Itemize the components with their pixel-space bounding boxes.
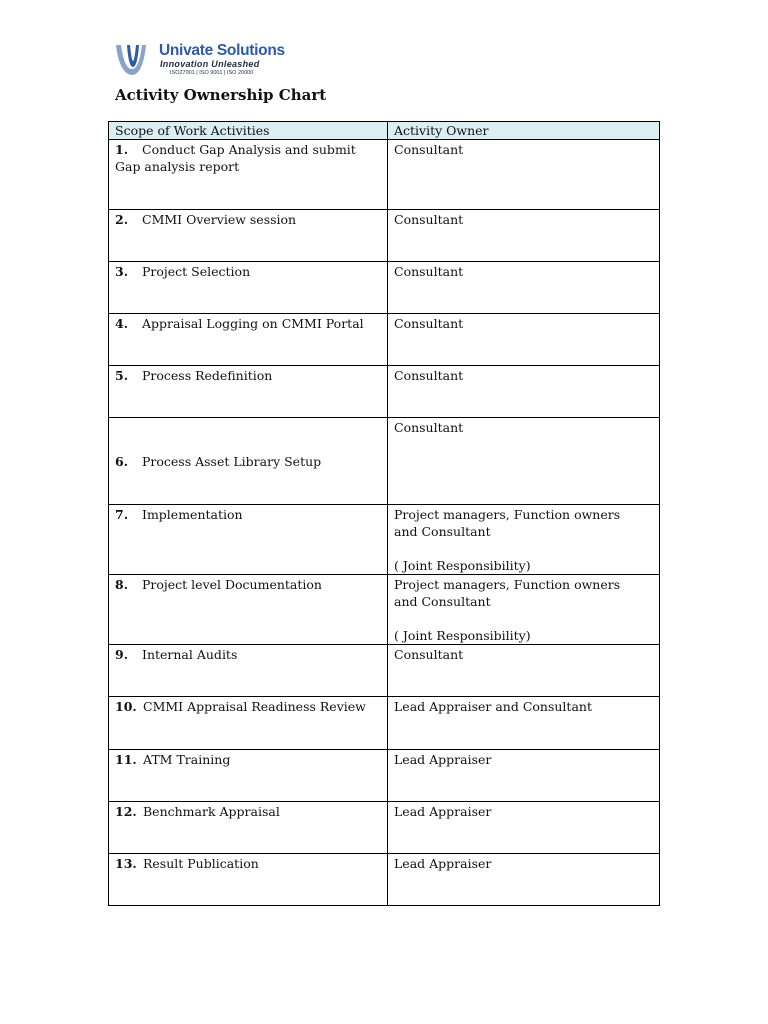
table-header-row [109,122,660,140]
owner-cell: Lead Appraiser [388,750,660,802]
owner-note: ( Joint Responsibility) [394,558,531,573]
owner-cell: Consultant [388,366,660,418]
activity-text: Process Redefinition [142,368,273,383]
row-number: 4. [115,316,129,331]
table-row [109,697,660,750]
owner-text: Project managers, Function owners [394,577,621,592]
table-row [109,802,660,854]
owner-cell [388,575,660,645]
column-header-activities: Scope of Work Activities [109,122,388,140]
owner-cell: Lead Appraiser [388,802,660,854]
row-number: 6. [115,454,129,469]
activity-cell [109,802,388,854]
table-row [109,262,660,314]
activity-cell [109,366,388,418]
activity-text: ATM Training [143,752,231,767]
activity-cell [109,854,388,906]
company-certifications: ISO27001 | ISO 9001 | ISO 20000 [170,70,254,76]
owner-cell: Consultant [388,210,660,262]
row-number: 10. [115,699,137,714]
row-number: 11. [115,752,137,767]
owner-cell: Consultant [388,645,660,697]
activity-text: Internal Audits [142,647,238,662]
activity-text: Conduct Gap Analysis and submit [142,142,356,157]
row-number: 5. [115,368,129,383]
row-number: 3. [115,264,129,279]
activity-text: Project Selection [142,264,251,279]
activity-cell [109,645,388,697]
row-number: 9. [115,647,129,662]
activity-text: CMMI Overview session [142,212,297,227]
activity-cell [109,140,388,210]
owner-cell [388,505,660,575]
activity-text: Project level Documentation [142,577,322,592]
activity-text: Result Publication [143,856,259,871]
activity-cell [109,750,388,802]
table-row [109,314,660,366]
row-number: 12. [115,804,137,819]
activity-cell [109,575,388,645]
company-tagline: Innovation Unleashed [160,59,260,69]
activity-cell [109,418,388,505]
table-row [109,854,660,906]
owner-note: ( Joint Responsibility) [394,628,531,643]
table-row [109,210,660,262]
row-number: 7. [115,507,129,522]
table-row [109,418,660,505]
activity-text: CMMI Appraisal Readiness Review [143,699,366,714]
activity-ownership-table [108,121,660,906]
row-number: 1. [115,142,129,157]
activity-text: Implementation [142,507,243,522]
column-header-owner: Activity Owner [388,122,660,140]
activity-cell [109,697,388,750]
activity-text: Benchmark Appraisal [143,804,280,819]
table-row [109,366,660,418]
activity-text: Appraisal Logging on CMMI Portal [142,316,364,331]
owner-cell: Consultant [388,262,660,314]
owner-cell: Lead Appraiser [388,854,660,906]
table-row [109,645,660,697]
page-title: Activity Ownership Chart [115,86,327,104]
activity-cell [109,210,388,262]
owner-cell: Consultant [388,140,660,210]
company-name: Univate Solutions [159,42,285,59]
row-number: 2. [115,212,129,227]
owner-cell: Lead Appraiser and Consultant [388,697,660,750]
owner-text-continued: and Consultant [394,594,491,609]
owner-cell: Consultant [388,314,660,366]
univate-logo-icon [113,41,157,79]
table-row [109,140,660,210]
table-row [109,505,660,575]
activity-cell [109,314,388,366]
activity-text: Process Asset Library Setup [142,454,322,469]
activity-cell [109,262,388,314]
activity-text-continued: Gap analysis report [115,159,240,174]
table-row [109,575,660,645]
table-row [109,750,660,802]
owner-cell: Consultant [388,418,660,505]
owner-text: Project managers, Function owners [394,507,621,522]
activity-cell [109,505,388,575]
company-logo [113,41,293,79]
row-number: 8. [115,577,129,592]
row-number: 13. [115,856,137,871]
owner-text-continued: and Consultant [394,524,491,539]
